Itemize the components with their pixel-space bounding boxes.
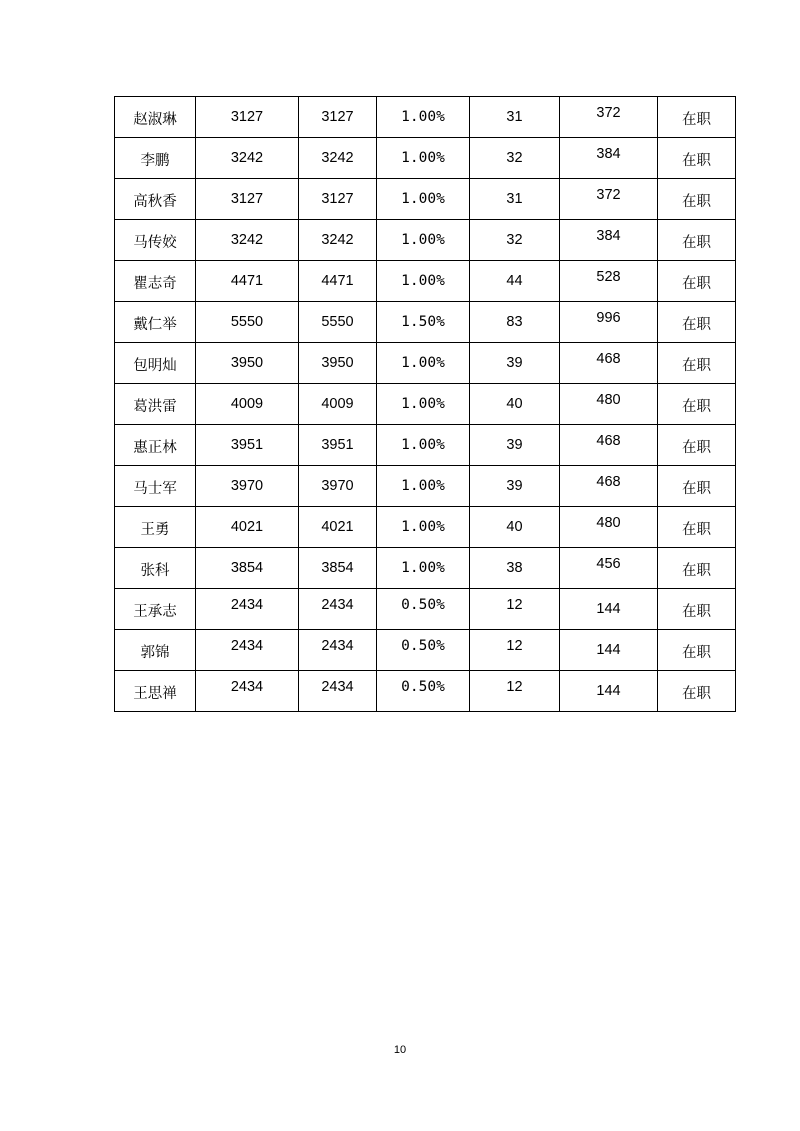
contribution-base-cell <box>299 630 377 671</box>
employee-name-cell <box>115 97 196 138</box>
contribution-base-cell <box>299 261 377 302</box>
monthly-amount-text: 12 <box>506 679 523 695</box>
status-text: 在职 <box>682 604 711 620</box>
rate-cell <box>377 425 470 466</box>
monthly-amount-text: 83 <box>506 314 523 330</box>
rate-text: 1.00% <box>401 150 445 166</box>
status-cell <box>658 302 736 343</box>
employee-name-cell <box>115 507 196 548</box>
yearly-amount-cell <box>560 220 658 261</box>
base-salary-text: 4021 <box>230 519 264 535</box>
table-row <box>115 466 736 507</box>
employee-name-text: 瞿志奇 <box>133 276 177 292</box>
monthly-amount-cell <box>470 507 560 548</box>
employee-name-text: 赵淑琳 <box>133 112 177 128</box>
monthly-amount-cell <box>470 302 560 343</box>
table-row <box>115 425 736 466</box>
table-row <box>115 343 736 384</box>
rate-cell <box>377 138 470 179</box>
status-text: 在职 <box>682 112 711 128</box>
table-row <box>115 630 736 671</box>
contribution-base-cell <box>299 425 377 466</box>
base-salary-cell <box>196 343 299 384</box>
base-salary-cell <box>196 302 299 343</box>
employee-name-cell <box>115 179 196 220</box>
monthly-amount-text: 38 <box>506 560 523 576</box>
monthly-amount-text: 31 <box>506 109 523 125</box>
rate-text: 0.50% <box>401 679 445 695</box>
employee-name-text: 高秋香 <box>133 194 177 210</box>
rate-text: 1.00% <box>401 191 445 207</box>
yearly-amount-cell <box>560 589 658 630</box>
rate-cell <box>377 179 470 220</box>
table-row <box>115 138 736 179</box>
rate-text: 1.00% <box>401 478 445 494</box>
rate-cell <box>377 343 470 384</box>
status-cell <box>658 630 736 671</box>
rate-text: 1.00% <box>401 109 445 125</box>
status-cell <box>658 343 736 384</box>
yearly-amount-cell <box>560 630 658 671</box>
table-row <box>115 179 736 220</box>
base-salary-text: 3950 <box>230 355 264 371</box>
monthly-amount-text: 32 <box>506 150 523 166</box>
status-text: 在职 <box>682 686 711 702</box>
base-salary-text: 2434 <box>230 679 264 695</box>
yearly-amount-cell <box>560 97 658 138</box>
contribution-base-cell <box>299 302 377 343</box>
base-salary-cell <box>196 630 299 671</box>
monthly-amount-text: 32 <box>506 232 523 248</box>
yearly-amount-cell <box>560 179 658 220</box>
status-cell <box>658 589 736 630</box>
contribution-base-cell <box>299 548 377 589</box>
employee-name-text: 李鹏 <box>140 153 170 169</box>
yearly-amount-text: 468 <box>596 474 621 490</box>
contribution-base-cell <box>299 671 377 712</box>
contribution-base-text: 3951 <box>321 437 354 453</box>
yearly-amount-text: 528 <box>596 269 621 285</box>
status-text: 在职 <box>682 235 711 251</box>
rate-text: 1.00% <box>401 437 445 453</box>
status-text: 在职 <box>682 276 711 292</box>
employee-name-cell <box>115 138 196 179</box>
page-number: 10 <box>393 1044 407 1056</box>
base-salary-text: 3854 <box>230 560 264 576</box>
base-salary-cell <box>196 220 299 261</box>
rate-cell <box>377 97 470 138</box>
monthly-amount-text: 44 <box>506 273 523 289</box>
base-salary-cell <box>196 548 299 589</box>
monthly-amount-cell <box>470 548 560 589</box>
contribution-base-text: 4009 <box>321 396 354 412</box>
table-row <box>115 507 736 548</box>
employee-name-cell <box>115 302 196 343</box>
base-salary-cell <box>196 138 299 179</box>
contribution-base-text: 4021 <box>321 519 354 535</box>
rate-text: 0.50% <box>401 638 445 654</box>
contribution-base-cell <box>299 343 377 384</box>
base-salary-text: 3127 <box>230 191 264 207</box>
status-text: 在职 <box>682 440 711 456</box>
status-text: 在职 <box>682 358 711 374</box>
employee-name-cell <box>115 343 196 384</box>
status-text: 在职 <box>682 563 711 579</box>
yearly-amount-text: 480 <box>596 515 621 531</box>
base-salary-cell <box>196 384 299 425</box>
yearly-amount-text: 372 <box>596 105 621 121</box>
status-cell <box>658 220 736 261</box>
base-salary-cell <box>196 425 299 466</box>
contribution-base-text: 2434 <box>321 597 354 613</box>
monthly-amount-cell <box>470 179 560 220</box>
yearly-amount-cell <box>560 425 658 466</box>
table-body <box>115 97 736 712</box>
rate-text: 1.00% <box>401 396 445 412</box>
employee-name-cell <box>115 261 196 302</box>
status-cell <box>658 261 736 302</box>
base-salary-cell <box>196 261 299 302</box>
monthly-amount-text: 39 <box>506 478 523 494</box>
table-row <box>115 220 736 261</box>
employee-name-cell <box>115 466 196 507</box>
contribution-base-text: 3242 <box>321 232 354 248</box>
table-row <box>115 97 736 138</box>
status-text: 在职 <box>682 153 711 169</box>
contribution-base-text: 3970 <box>321 478 354 494</box>
monthly-amount-cell <box>470 630 560 671</box>
employee-name-cell <box>115 630 196 671</box>
contribution-base-text: 5550 <box>321 314 354 330</box>
contribution-base-text: 3854 <box>321 560 354 576</box>
base-salary-cell <box>196 507 299 548</box>
status-cell <box>658 507 736 548</box>
monthly-amount-cell <box>470 343 560 384</box>
yearly-amount-text: 384 <box>596 146 621 162</box>
table-row <box>115 302 736 343</box>
employee-name-text: 王思禅 <box>133 686 177 702</box>
base-salary-text: 4471 <box>230 273 264 289</box>
status-text: 在职 <box>682 317 711 333</box>
rate-text: 1.00% <box>401 355 445 371</box>
yearly-amount-cell <box>560 384 658 425</box>
employee-name-cell <box>115 589 196 630</box>
base-salary-cell <box>196 97 299 138</box>
status-text: 在职 <box>682 399 711 415</box>
rate-cell <box>377 261 470 302</box>
employee-name-text: 马传姣 <box>133 235 177 251</box>
employee-name-text: 张科 <box>140 563 170 579</box>
monthly-amount-cell <box>470 261 560 302</box>
employee-name-text: 葛洪雷 <box>133 399 177 415</box>
contribution-base-cell <box>299 220 377 261</box>
base-salary-text: 4009 <box>230 396 264 412</box>
contribution-base-cell <box>299 507 377 548</box>
monthly-amount-cell <box>470 220 560 261</box>
employee-name-text: 王承志 <box>133 604 177 620</box>
rate-text: 1.00% <box>401 232 445 248</box>
contribution-base-cell <box>299 138 377 179</box>
contribution-base-cell <box>299 589 377 630</box>
contribution-base-text: 4471 <box>321 273 354 289</box>
monthly-amount-text: 12 <box>506 597 523 613</box>
yearly-amount-cell <box>560 466 658 507</box>
rate-cell <box>377 507 470 548</box>
yearly-amount-cell <box>560 261 658 302</box>
contribution-base-text: 2434 <box>321 638 354 654</box>
table-row <box>115 589 736 630</box>
base-salary-cell <box>196 671 299 712</box>
status-text: 在职 <box>682 522 711 538</box>
status-text: 在职 <box>682 645 711 661</box>
rate-cell <box>377 466 470 507</box>
rate-cell <box>377 589 470 630</box>
base-salary-text: 3242 <box>230 232 264 248</box>
monthly-amount-cell <box>470 425 560 466</box>
base-salary-text: 3127 <box>230 109 264 125</box>
rate-cell <box>377 671 470 712</box>
monthly-amount-cell <box>470 589 560 630</box>
monthly-amount-text: 40 <box>506 519 523 535</box>
base-salary-cell <box>196 179 299 220</box>
contribution-base-cell <box>299 384 377 425</box>
rate-text: 0.50% <box>401 597 445 613</box>
yearly-amount-cell <box>560 138 658 179</box>
contribution-base-cell <box>299 466 377 507</box>
rate-text: 1.00% <box>401 560 445 576</box>
status-text: 在职 <box>682 481 711 497</box>
employee-name-cell <box>115 425 196 466</box>
rate-cell <box>377 384 470 425</box>
employee-table <box>114 96 736 712</box>
contribution-base-text: 3127 <box>321 109 354 125</box>
table-row <box>115 671 736 712</box>
status-cell <box>658 548 736 589</box>
contribution-base-cell <box>299 97 377 138</box>
employee-name-cell <box>115 548 196 589</box>
yearly-amount-cell <box>560 671 658 712</box>
monthly-amount-text: 31 <box>506 191 523 207</box>
rate-text: 1.00% <box>401 519 445 535</box>
monthly-amount-text: 39 <box>506 355 523 371</box>
contribution-base-text: 3127 <box>321 191 354 207</box>
monthly-amount-text: 39 <box>506 437 523 453</box>
base-salary-text: 2434 <box>230 597 264 613</box>
yearly-amount-text: 144 <box>596 683 621 699</box>
yearly-amount-text: 144 <box>596 642 621 658</box>
yearly-amount-cell <box>560 548 658 589</box>
base-salary-text: 3242 <box>230 150 264 166</box>
status-cell <box>658 671 736 712</box>
contribution-base-text: 3950 <box>321 355 354 371</box>
yearly-amount-text: 480 <box>596 392 621 408</box>
monthly-amount-cell <box>470 97 560 138</box>
monthly-amount-text: 12 <box>506 638 523 654</box>
status-cell <box>658 425 736 466</box>
employee-name-cell <box>115 220 196 261</box>
monthly-amount-text: 40 <box>506 396 523 412</box>
rate-text: 1.00% <box>401 273 445 289</box>
table-row <box>115 548 736 589</box>
yearly-amount-text: 996 <box>596 310 621 326</box>
yearly-amount-text: 384 <box>596 228 621 244</box>
employee-name-text: 惠正林 <box>133 440 177 456</box>
rate-cell <box>377 630 470 671</box>
rate-cell <box>377 220 470 261</box>
rate-cell <box>377 548 470 589</box>
employee-name-cell <box>115 384 196 425</box>
base-salary-text: 2434 <box>230 638 264 654</box>
monthly-amount-cell <box>470 466 560 507</box>
base-salary-cell <box>196 589 299 630</box>
status-cell <box>658 138 736 179</box>
monthly-amount-cell <box>470 671 560 712</box>
status-cell <box>658 179 736 220</box>
yearly-amount-text: 144 <box>596 601 621 617</box>
status-cell <box>658 384 736 425</box>
contribution-base-cell <box>299 179 377 220</box>
status-cell <box>658 97 736 138</box>
base-salary-text: 3951 <box>230 437 264 453</box>
yearly-amount-text: 468 <box>596 351 621 367</box>
table-row <box>115 384 736 425</box>
monthly-amount-cell <box>470 384 560 425</box>
status-cell <box>658 466 736 507</box>
employee-name-text: 包明灿 <box>133 358 177 374</box>
table-row <box>115 261 736 302</box>
rate-text: 1.50% <box>401 314 445 330</box>
contribution-base-text: 2434 <box>321 679 354 695</box>
yearly-amount-text: 456 <box>596 556 621 572</box>
employee-name-text: 戴仁举 <box>133 317 177 333</box>
base-salary-cell <box>196 466 299 507</box>
employee-name-text: 马士军 <box>133 481 177 497</box>
yearly-amount-text: 468 <box>596 433 621 449</box>
employee-name-text: 郭锦 <box>140 645 170 661</box>
status-text: 在职 <box>682 194 711 210</box>
yearly-amount-cell <box>560 343 658 384</box>
yearly-amount-text: 372 <box>596 187 621 203</box>
yearly-amount-cell <box>560 302 658 343</box>
yearly-amount-cell <box>560 507 658 548</box>
employee-name-text: 王勇 <box>140 522 170 538</box>
contribution-base-text: 3242 <box>321 150 354 166</box>
base-salary-text: 5550 <box>230 314 264 330</box>
base-salary-text: 3970 <box>230 478 264 494</box>
monthly-amount-cell <box>470 138 560 179</box>
rate-cell <box>377 302 470 343</box>
employee-name-cell <box>115 671 196 712</box>
